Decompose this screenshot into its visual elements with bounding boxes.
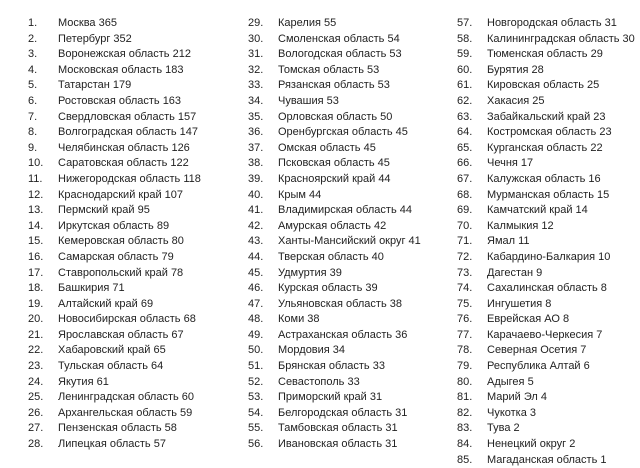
list-item-text: Марий Эл 4 xyxy=(487,391,548,404)
list-item xyxy=(28,437,201,453)
list-item xyxy=(457,47,635,63)
list-item-text: Омская область 45 xyxy=(278,141,376,154)
list-item xyxy=(457,156,635,172)
list-item-number: 57. xyxy=(457,17,473,29)
list-item xyxy=(28,219,201,235)
list-item-number: 28. xyxy=(28,438,44,451)
list-item-number: 46. xyxy=(248,282,264,295)
list-item xyxy=(457,359,635,375)
list-item xyxy=(28,281,201,297)
list-item-number: 19. xyxy=(28,297,44,310)
list-item-text: Челябинская область 126 xyxy=(58,141,190,154)
list-item-number: 29. xyxy=(248,17,264,29)
list-item-number: 76. xyxy=(457,313,473,326)
list-item-number: 52. xyxy=(248,375,264,388)
list-item-number: 40. xyxy=(248,188,264,201)
list-item-number: 65. xyxy=(457,141,473,154)
list-item-number: 26. xyxy=(28,406,44,419)
list-item-text: Хабаровский край 65 xyxy=(58,344,166,357)
list-item-text: Адыгея 5 xyxy=(487,375,534,388)
list-item-number: 6. xyxy=(28,94,38,107)
list-item xyxy=(457,234,635,250)
list-item-text: Ростовская область 163 xyxy=(58,94,182,107)
list-item-number: 85. xyxy=(457,453,473,466)
list-item xyxy=(248,343,421,359)
list-item-number: 37. xyxy=(248,141,264,154)
list-item-text: Мордовия 34 xyxy=(278,344,346,357)
list-item-number: 25. xyxy=(28,391,44,404)
list-item-text: Бурятия 28 xyxy=(487,63,544,76)
list-item-text: Сахалинская область 8 xyxy=(487,282,607,295)
list-item xyxy=(248,406,421,422)
list-item-text: Астраханская область 36 xyxy=(278,328,408,341)
list-item-text: Брянская область 33 xyxy=(278,360,385,373)
list-item-number: 43. xyxy=(248,235,264,248)
list-item-number: 16. xyxy=(28,250,44,263)
list-item-number: 44. xyxy=(248,250,264,263)
list-item-number: 72. xyxy=(457,250,473,263)
list-item xyxy=(28,16,201,32)
list-item-text: Чукотка 3 xyxy=(487,406,537,419)
list-item xyxy=(248,421,421,437)
list-item xyxy=(248,47,421,63)
list-item xyxy=(28,32,201,48)
list-item-number: 14. xyxy=(28,219,44,232)
list-item-number: 41. xyxy=(248,204,264,217)
list-item xyxy=(248,125,421,141)
list-item-number: 31. xyxy=(248,48,264,61)
list-item-number: 56. xyxy=(248,438,264,451)
list-item-number: 61. xyxy=(457,79,473,92)
list-item-number: 84. xyxy=(457,438,473,451)
list-item xyxy=(248,312,421,328)
list-item-number: 47. xyxy=(248,297,264,310)
list-item xyxy=(248,156,421,172)
list-item xyxy=(28,110,201,126)
list-item-text: Орловская область 50 xyxy=(278,110,393,123)
list-item xyxy=(248,390,421,406)
list-item-text: Татарстан 179 xyxy=(58,79,132,92)
list-item xyxy=(28,94,201,110)
list-item-text: Республика Алтай 6 xyxy=(487,360,590,373)
list-item xyxy=(248,32,421,48)
list-column-1 xyxy=(28,16,201,453)
list-item xyxy=(248,359,421,375)
list-item xyxy=(248,234,421,250)
list-item-text: Рязанская область 53 xyxy=(278,79,390,92)
list-item-number: 10. xyxy=(28,157,44,170)
list-item-text: Ивановская область 31 xyxy=(278,438,398,451)
list-item xyxy=(457,328,635,344)
list-item-text: Калининградская область 30 xyxy=(487,32,635,45)
list-item-number: 17. xyxy=(28,266,44,279)
list-item-number: 27. xyxy=(28,422,44,435)
list-item-text: Саратовская область 122 xyxy=(58,157,189,170)
list-item-number: 69. xyxy=(457,204,473,217)
list-item-number: 11. xyxy=(28,172,43,185)
list-item-number: 5. xyxy=(28,79,38,92)
list-item-number: 66. xyxy=(457,157,473,170)
list-item xyxy=(248,375,421,391)
list-item xyxy=(457,312,635,328)
list-item-text: Пензенская область 58 xyxy=(58,422,177,435)
list-item-text: Ямал 11 xyxy=(487,235,530,248)
list-item-text: Ненецкий округ 2 xyxy=(487,438,576,451)
list-item xyxy=(28,234,201,250)
list-item-text: Башкирия 71 xyxy=(58,282,125,295)
list-item xyxy=(28,156,201,172)
list-item xyxy=(248,203,421,219)
list-item xyxy=(28,203,201,219)
list-item-text: Тверская область 40 xyxy=(278,250,384,263)
list-item-number: 7. xyxy=(28,110,38,123)
list-item xyxy=(248,141,421,157)
list-item-number: 38. xyxy=(248,157,264,170)
list-item-text: Кировская область 25 xyxy=(487,79,600,92)
list-item xyxy=(248,110,421,126)
list-item-text: Ингушетия 8 xyxy=(487,297,552,310)
list-item-text: Калужская область 16 xyxy=(487,172,601,185)
list-column-2 xyxy=(248,16,421,453)
list-item-text: Московская область 183 xyxy=(58,63,184,76)
list-item-number: 75. xyxy=(457,297,473,310)
list-item-text: Амурская область 42 xyxy=(278,219,387,232)
list-item-text: Чечня 17 xyxy=(487,157,534,170)
list-item-number: 68. xyxy=(457,188,473,201)
list-item-number: 15. xyxy=(28,235,44,248)
list-item-number: 24. xyxy=(28,375,44,388)
list-item xyxy=(28,266,201,282)
list-item-text: Ярославская область 67 xyxy=(58,328,184,341)
list-item xyxy=(457,390,635,406)
list-item-number: 82. xyxy=(457,406,473,419)
list-item-text: Тамбовская область 31 xyxy=(278,422,398,435)
list-item xyxy=(28,328,201,344)
list-item-text: Тульская область 64 xyxy=(58,360,164,373)
list-item-number: 70. xyxy=(457,219,473,232)
list-item-text: Чувашия 53 xyxy=(278,94,339,107)
list-column-3 xyxy=(457,16,635,468)
list-item xyxy=(28,141,201,157)
list-item xyxy=(457,63,635,79)
list-item xyxy=(457,110,635,126)
list-item xyxy=(28,312,201,328)
list-item xyxy=(28,375,201,391)
list-item-number: 22. xyxy=(28,344,44,357)
list-item xyxy=(28,297,201,313)
list-item xyxy=(28,78,201,94)
list-item-number: 59. xyxy=(457,48,473,61)
list-item-number: 48. xyxy=(248,313,264,326)
list-item xyxy=(28,172,201,188)
list-item xyxy=(248,16,421,32)
list-item xyxy=(28,63,201,79)
list-item xyxy=(248,63,421,79)
list-item-text: Томская область 53 xyxy=(278,63,380,76)
list-item-number: 78. xyxy=(457,344,473,357)
list-item xyxy=(457,421,635,437)
list-item xyxy=(248,78,421,94)
list-item-number: 77. xyxy=(457,328,473,341)
list-item-number: 20. xyxy=(28,313,44,326)
list-item-text: Липецкая область 57 xyxy=(58,438,166,451)
list-item-number: 13. xyxy=(28,204,44,217)
list-item xyxy=(248,219,421,235)
list-item xyxy=(457,94,635,110)
list-item-number: 34. xyxy=(248,94,264,107)
list-item-number: 9. xyxy=(28,141,38,154)
list-item xyxy=(248,250,421,266)
list-item xyxy=(248,94,421,110)
list-item-number: 81. xyxy=(457,391,473,404)
list-item-number: 4. xyxy=(28,63,38,76)
list-item xyxy=(457,125,635,141)
list-item-text: Владимирская область 44 xyxy=(278,204,412,217)
list-item-text: Крым 44 xyxy=(278,188,322,201)
list-item-number: 53. xyxy=(248,391,264,404)
list-item xyxy=(28,359,201,375)
list-item xyxy=(457,453,635,468)
list-item xyxy=(457,437,635,453)
list-item-text: Свердловская область 157 xyxy=(58,110,197,123)
list-item xyxy=(28,406,201,422)
list-item-number: 83. xyxy=(457,422,473,435)
list-item-text: Смоленская область 54 xyxy=(278,32,400,45)
list-item-number: 62. xyxy=(457,94,473,107)
list-item-text: Кабардино-Балкария 10 xyxy=(487,250,611,263)
list-item-text: Красноярский край 44 xyxy=(278,172,391,185)
list-item-number: 51. xyxy=(248,360,264,373)
list-item xyxy=(457,250,635,266)
list-item-text: Кемеровская область 80 xyxy=(58,235,184,248)
list-item-text: Псковская область 45 xyxy=(278,157,390,170)
list-item-text: Магаданская область 1 xyxy=(487,453,607,466)
list-item xyxy=(457,141,635,157)
list-item xyxy=(457,219,635,235)
list-item-number: 32. xyxy=(248,63,264,76)
list-item-number: 45. xyxy=(248,266,264,279)
list-item-number: 23. xyxy=(28,360,44,373)
list-item xyxy=(28,125,201,141)
list-item-text: Курская область 39 xyxy=(278,282,378,295)
list-item-number: 36. xyxy=(248,126,264,139)
list-item-text: Дагестан 9 xyxy=(487,266,543,279)
list-item-text: Волгоградская область 147 xyxy=(58,126,199,139)
list-item xyxy=(248,172,421,188)
list-item xyxy=(457,343,635,359)
list-item-number: 55. xyxy=(248,422,264,435)
list-item xyxy=(457,188,635,204)
list-item-text: Удмуртия 39 xyxy=(278,266,342,279)
list-item-number: 64. xyxy=(457,126,473,139)
list-item-number: 39. xyxy=(248,172,264,185)
list-item-text: Ленинградская область 60 xyxy=(58,391,195,404)
list-item-text: Хакасия 25 xyxy=(487,94,545,107)
list-item xyxy=(28,343,201,359)
list-item xyxy=(248,188,421,204)
list-item-number: 42. xyxy=(248,219,264,232)
list-item xyxy=(248,266,421,282)
list-item xyxy=(457,32,635,48)
list-item-text: Калмыкия 12 xyxy=(487,219,554,232)
list-item xyxy=(248,297,421,313)
list-item-text: Северная Осетия 7 xyxy=(487,344,587,357)
list-item-text: Самарская область 79 xyxy=(58,250,174,263)
list-item-number: 50. xyxy=(248,344,264,357)
list-item-number: 1. xyxy=(28,17,38,29)
list-item xyxy=(248,328,421,344)
list-item xyxy=(457,16,635,32)
list-item-number: 54. xyxy=(248,406,264,419)
list-item-text: Карачаево-Черкесия 7 xyxy=(487,328,603,341)
list-item-number: 63. xyxy=(457,110,473,123)
list-item-text: Новгородская область 31 xyxy=(487,17,617,29)
list-item-text: Приморский край 31 xyxy=(278,391,383,404)
list-item xyxy=(457,172,635,188)
list-item-number: 35. xyxy=(248,110,264,123)
list-item-text: Севастополь 33 xyxy=(278,375,360,388)
list-item-text: Камчатский край 14 xyxy=(487,204,588,217)
list-item-text: Белгородская область 31 xyxy=(278,406,408,419)
list-item-number: 80. xyxy=(457,375,473,388)
list-item-number: 30. xyxy=(248,32,264,45)
list-item-text: Ульяновская область 38 xyxy=(278,297,402,310)
list-item-text: Оренбургская область 45 xyxy=(278,126,408,139)
list-item-text: Ханты-Мансийский округ 41 xyxy=(278,235,421,248)
list-item-text: Москва 365 xyxy=(58,17,117,29)
list-item-text: Воронежская область 212 xyxy=(58,48,191,61)
list-item xyxy=(457,297,635,313)
list-item-text: Алтайский край 69 xyxy=(58,297,154,310)
list-item-text: Ставропольский край 78 xyxy=(58,266,184,279)
list-item xyxy=(28,390,201,406)
list-item-text: Вологодская область 53 xyxy=(278,48,402,61)
list-item-number: 58. xyxy=(457,32,473,45)
list-item xyxy=(248,437,421,453)
list-item-number: 73. xyxy=(457,266,473,279)
list-item-number: 79. xyxy=(457,360,473,373)
list-item-number: 49. xyxy=(248,328,264,341)
list-item-number: 3. xyxy=(28,48,38,61)
list-item xyxy=(28,250,201,266)
list-item xyxy=(28,47,201,63)
list-item-text: Краснодарский край 107 xyxy=(58,188,184,201)
list-item-text: Мурманская область 15 xyxy=(487,188,610,201)
list-item-text: Архангельская область 59 xyxy=(58,406,193,419)
list-item-text: Карелия 55 xyxy=(278,17,337,29)
list-item-number: 74. xyxy=(457,282,473,295)
list-item-text: Иркутская область 89 xyxy=(58,219,170,232)
list-item-number: 21. xyxy=(28,328,44,341)
list-item xyxy=(457,78,635,94)
list-item xyxy=(457,281,635,297)
list-item-number: 2. xyxy=(28,32,38,45)
list-item-text: Тува 2 xyxy=(487,422,520,435)
list-item xyxy=(457,203,635,219)
list-item xyxy=(457,266,635,282)
list-item-text: Тюменская область 29 xyxy=(487,48,603,61)
list-item-number: 12. xyxy=(28,188,44,201)
list-item-text: Забайкальский край 23 xyxy=(487,110,606,123)
list-item-text: Якутия 61 xyxy=(58,375,109,388)
list-item xyxy=(457,375,635,391)
list-item-number: 8. xyxy=(28,126,38,139)
list-item xyxy=(457,406,635,422)
list-item-text: Новосибирская область 68 xyxy=(58,313,196,326)
list-item-text: Пермский край 95 xyxy=(58,204,150,217)
list-item-text: Курганская область 22 xyxy=(487,141,603,154)
list-item-number: 71. xyxy=(457,235,473,248)
list-item xyxy=(28,421,201,437)
list-item-number: 18. xyxy=(28,282,44,295)
list-item-text: Еврейская АО 8 xyxy=(487,313,570,326)
list-item-text: Петербург 352 xyxy=(58,32,132,45)
list-item-text: Коми 38 xyxy=(278,313,320,326)
list-item-number: 60. xyxy=(457,63,473,76)
list-item xyxy=(248,281,421,297)
list-item-text: Костромская область 23 xyxy=(487,126,612,139)
list-item-number: 33. xyxy=(248,79,264,92)
list-item-number: 67. xyxy=(457,172,473,185)
list-item-text: Нижегородская область 118 xyxy=(58,172,201,185)
list-item xyxy=(28,188,201,204)
